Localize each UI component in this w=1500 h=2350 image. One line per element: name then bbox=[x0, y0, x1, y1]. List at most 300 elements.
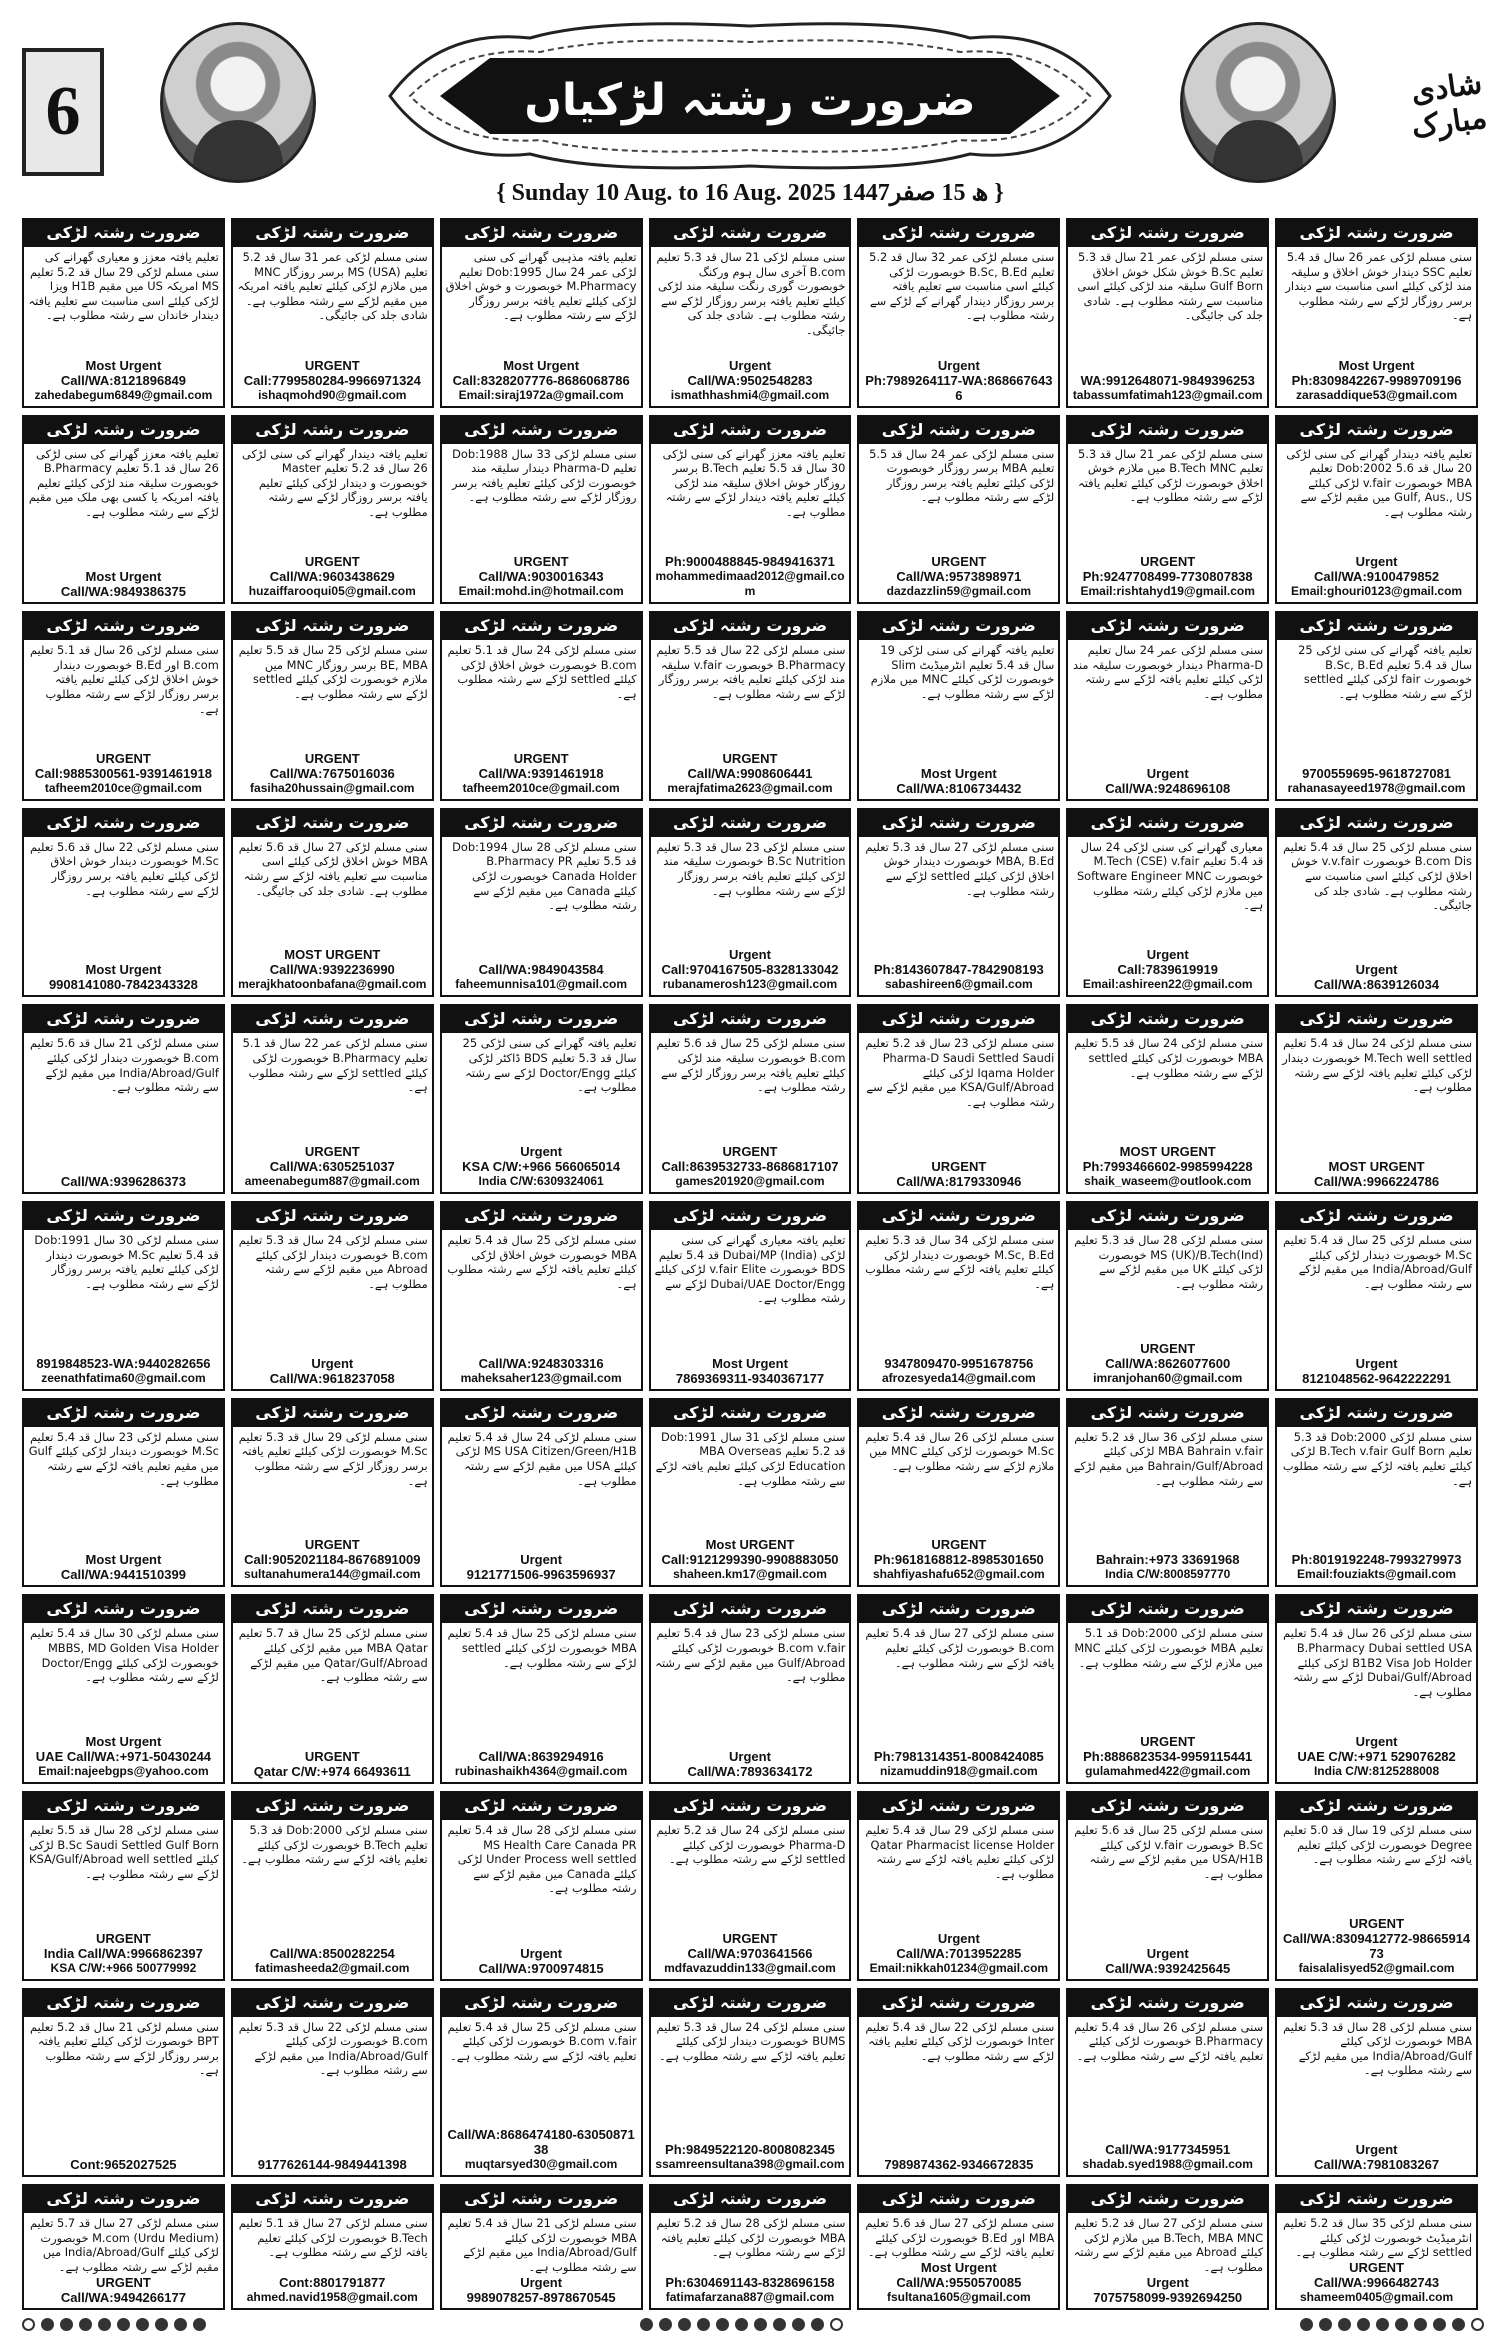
ad-urgency: Most Urgent bbox=[712, 1355, 788, 1371]
ad-box bbox=[857, 808, 1060, 998]
ad-text: سنی مسلم لڑکی 24 سال قد 5.1 تعلیم B.com خوبصورت خوش اخلاق لڑکی کیلئے settled لڑکے سے رشتہ مطلوب ہے۔ bbox=[447, 643, 637, 702]
ad-email: afrozesyeda14@gmail.com bbox=[881, 1370, 1036, 1385]
ad-contact bbox=[233, 1749, 432, 1782]
ad-email: ismathhashmi4@gmail.com bbox=[670, 387, 830, 402]
ad-contact bbox=[1068, 554, 1267, 602]
ad-text: سنی مسلم لڑکی 23 سال قد 5.3 تعلیم B.Sc Nutrition خوبصورت سلیقہ مند لڑکی کیلئے تعلیم یافتہ برسر روزگار لڑکے سے رشتہ مطلوب ہے۔ bbox=[656, 839, 846, 898]
ad-urgency: URGENT bbox=[304, 1144, 360, 1160]
ad-contact bbox=[1277, 1734, 1476, 1782]
ad-urgency: Urgent bbox=[729, 357, 771, 373]
ad-contact bbox=[651, 1749, 850, 1782]
ad-heading: ضرورت رشتہ لڑکی bbox=[651, 1596, 850, 1623]
ad-contact bbox=[859, 358, 1058, 406]
ad-email: zarasaddique53@gmail.com bbox=[1296, 387, 1458, 402]
ad-box bbox=[22, 1398, 225, 1588]
ad-box bbox=[857, 218, 1060, 408]
ad-text: سنی مسلم لڑکی 26 سال قد 5.4 تعلیم B.Pharmacy Dubai settled USA B1B2 Visa Job Holder لڑکی کیلئے Dubai/Gulf/Abroad لڑکے سے رشتہ مطلوب ہے۔ bbox=[1283, 1626, 1472, 1699]
ad-text: سنی مسلم لڑکی 25 سال قد 5.6 تعلیم B.com خوبصورت سلیقہ مند لڑکی کیلئے تعلیم یافتہ برسر روزگار لڑکے سے رشتہ مطلوب ہے۔ bbox=[656, 1036, 846, 1095]
ad-urgency: Most Urgent bbox=[85, 569, 162, 585]
ad-heading: ضرورت رشتہ لڑکی bbox=[442, 810, 641, 837]
ad-urgency: Urgent bbox=[520, 1144, 563, 1160]
ad-contact bbox=[651, 751, 850, 799]
ad-contact bbox=[24, 569, 223, 602]
ad-heading: ضرورت رشتہ لڑکی bbox=[233, 613, 432, 640]
ad-phone: Call:8639532733-8686817107 bbox=[661, 1159, 839, 1175]
ad-text: سنی مسلم لڑکی 28 سال قد 5.4 تعلیم MS Health Care Canada PR Under Process well settled لڑکی کیلئے Canada میں مقیم لڑکے سے رشتہ مطلوب ہے۔ bbox=[447, 1822, 637, 1896]
ad-heading: ضرورت رشتہ لڑکی bbox=[24, 1990, 223, 2017]
ad-heading: ضرورت رشتہ لڑکی bbox=[651, 1990, 850, 2017]
ad-box bbox=[22, 1791, 225, 1981]
ad-contact bbox=[651, 2275, 850, 2308]
ad-phone: Ph:9000488845-9849416371 bbox=[665, 554, 835, 570]
ad-email: rubanamerosh123@gmail.com bbox=[662, 977, 838, 992]
ad-email: Email:fouziakts@gmail.com bbox=[1297, 1567, 1457, 1582]
ad-contact bbox=[651, 554, 850, 602]
ad-phone: Call/WA:9700974815 bbox=[478, 1960, 604, 1976]
ad-contact bbox=[1277, 1916, 1476, 1979]
ad-email: imranjohan60@gmail.com bbox=[1093, 1370, 1243, 1385]
ad-box bbox=[1275, 1004, 1478, 1194]
page-header bbox=[0, 0, 1500, 215]
ad-phone: UAE Call/WA:+971-50430244 bbox=[35, 1748, 212, 1764]
ad-text: سنی مسلم لڑکی 25 سال قد 5.4 تعلیم M.Sc خوبصورت دیندار لڑکی کیلئے India/Abroad/Gulf میں مقیم لڑکے سے رشتہ مطلوب ہے۔ bbox=[1283, 1233, 1472, 1291]
ad-contact bbox=[1068, 766, 1267, 799]
ad-phone: 7989874362-9346672835 bbox=[884, 2157, 1034, 2173]
ad-box bbox=[231, 415, 434, 605]
ad-heading: ضرورت رشتہ لڑکی bbox=[442, 220, 641, 247]
ad-heading: ضرورت رشتہ لڑکی bbox=[1277, 1400, 1476, 1427]
ad-phone: Call/WA:9550570085 bbox=[896, 2275, 1022, 2290]
ad-box bbox=[231, 1398, 434, 1588]
ad-box bbox=[440, 218, 643, 408]
ad-text: سنی مسلم لڑکی عمر 32 سال قد 5.2 تعلیم B.Sc, B.Ed خوبصورت لڑکی کیلئے اسی مناسبت سے تعلیم یافتہ برسر روزگار دیندار گھرانے کے لڑکے سے رشتہ مطلوب ہے۔ bbox=[869, 250, 1055, 323]
ad-contact bbox=[442, 1552, 641, 1585]
ad-email: shahfiyashafu652@gmail.com bbox=[872, 1567, 1045, 1582]
ad-contact bbox=[24, 751, 223, 799]
ad-email: Email:rishtahyd19@gmail.com bbox=[1080, 584, 1255, 599]
ad-text: سنی مسلم لڑکی 25 سال قد 5.7 تعلیم MBA Qatar میں مقیم لڑکی کیلئے Qatar/Gulf/Abroad میں مقیم لڑکے سے رشتہ مطلوب ہے۔ bbox=[238, 1626, 428, 1685]
ad-heading: ضرورت رشتہ لڑکی bbox=[233, 2186, 432, 2213]
ad-box bbox=[440, 808, 643, 998]
ad-text: سنی مسلم لڑکی عمر 21 سال قد 5.3 تعلیم B.Sc خوش شکل خوش اخلاق Gulf Born سلیقہ مند لڑکی کیلئے اسی مناسبت سے رشتہ مطلوب ہے۔ شادی جلد کی جائیگی۔ bbox=[1077, 250, 1264, 323]
ad-phone: Call/WA:8309412772-9866591473 bbox=[1282, 1930, 1471, 1961]
ad-contact bbox=[233, 1946, 432, 1979]
ad-text: سنی مسلم لڑکی 35 سال قد 5.2 تعلیم انٹرمیڈیٹ خوبصورت لڑکی کیلئے settled لڑکے سے رشتہ مطلوب ہے۔ bbox=[1283, 2216, 1472, 2260]
ad-box bbox=[22, 611, 225, 801]
ad-heading: ضرورت رشتہ لڑکی bbox=[442, 1400, 641, 1427]
ad-box bbox=[1066, 808, 1269, 998]
ad-urgency: URGENT bbox=[513, 750, 569, 766]
ad-urgency: URGENT bbox=[304, 1537, 360, 1553]
ad-text: سنی مسلم لڑکی 30 سال Dob:1991 قد 5.4 تعلیم M.Sc خوبصورت دیندار لڑکی کیلئے تعلیم یافتہ برسر روزگار لڑکے سے رشتہ مطلوب ہے۔ bbox=[34, 1233, 219, 1291]
ad-contact bbox=[233, 2275, 432, 2308]
ad-urgency: URGENT bbox=[931, 1537, 987, 1553]
ad-urgency: URGENT bbox=[722, 1144, 778, 1160]
ad-contact bbox=[1277, 1552, 1476, 1585]
ad-heading: ضرورت رشتہ لڑکی bbox=[651, 1793, 850, 1820]
ad-urgency: URGENT bbox=[95, 2275, 151, 2290]
ad-heading: ضرورت رشتہ لڑکی bbox=[859, 1596, 1058, 1623]
ad-contact bbox=[1068, 1946, 1267, 1979]
ad-heading: ضرورت رشتہ لڑکی bbox=[859, 613, 1058, 640]
ad-email: merajkhatoonbafana@gmail.com bbox=[238, 977, 427, 992]
ad-phone: Call/WA:9849043584 bbox=[478, 962, 604, 978]
ad-email: rubinashaikh4364@gmail.com bbox=[454, 1763, 628, 1778]
ad-phone: Call/WA:9603438629 bbox=[269, 569, 395, 585]
ad-box bbox=[649, 218, 852, 408]
ad-box bbox=[857, 1201, 1060, 1391]
ad-heading: ضرورت رشتہ لڑکی bbox=[1068, 2186, 1267, 2213]
ad-text: سنی مسلم لڑکی 22 سال قد 5.6 تعلیم M.Sc خوبصورت دیندار خوش اخلاق لڑکی کیلئے تعلیم یافتہ برسر روزگار لڑکے سے رشتہ مطلوب ہے۔ bbox=[29, 839, 219, 898]
ad-heading: ضرورت رشتہ لڑکی bbox=[24, 2186, 223, 2213]
ad-contact bbox=[1277, 1356, 1476, 1389]
ad-email: zeenathfatima60@gmail.com bbox=[41, 1370, 206, 1385]
ad-email: muqtarsyed30@gmail.com bbox=[464, 2157, 618, 2172]
ad-text: سنی مسلم لڑکی 24 سال قد 5.3 تعلیم B.com خوبصورت دیندار لڑکی کیلئے Abroad میں مقیم لڑکے سے رشتہ مطلوب ہے۔ bbox=[238, 1233, 428, 1291]
ad-phone: Ph:8143607847-7842908193 bbox=[873, 962, 1044, 978]
ad-contact bbox=[1277, 2142, 1476, 2175]
ad-heading: ضرورت رشتہ لڑکی bbox=[24, 613, 223, 640]
ad-phone: Ph:8886823534-9959115441 bbox=[1083, 1748, 1253, 1764]
ad-text: سنی مسلم لڑکی 26 سال قد 5.4 تعلیم B.Pharmacy خوبصورت لڑکی کیلئے تعلیم یافتہ لڑکے سے رشتہ مطلوب ہے۔ bbox=[1074, 2019, 1264, 2063]
ad-phone: Call/WA:9396286373 bbox=[60, 1174, 186, 1190]
ad-text: سنی مسلم لڑکی 27 سال قد 5.6 تعلیم MBA اور B.Ed خوبصورت لڑکی کیلئے تعلیم یافتہ لڑکے سے رشتہ مطلوب ہے۔ bbox=[865, 2216, 1055, 2260]
ad-contact bbox=[442, 2275, 641, 2308]
ad-text: تعلیم یافتہ دیندار گھرانے کی سنی لڑکی 20 سال قد 5.6 Dob:2002 تعلیم MBA خوبصورت v.fair لڑکی کیلئے Gulf, Aus., US میں مقیم لڑکے سے رشتہ مطلوب ہے۔ bbox=[1286, 446, 1472, 519]
ad-heading: ضرورت رشتہ لڑکی bbox=[859, 1990, 1058, 2017]
ad-box bbox=[1275, 1201, 1478, 1391]
ad-box bbox=[1275, 808, 1478, 998]
ad-email: India C/W:6309324061 bbox=[478, 1174, 604, 1189]
ad-box bbox=[440, 1398, 643, 1588]
ad-urgency: Urgent bbox=[311, 1355, 354, 1371]
ad-text: سنی مسلم لڑکی 24 سال قد 5.4 تعلیم M.Tech well settled خوبصورت دیندار لڑکی کیلئے تعلیم یافتہ لڑکے سے رشتہ مطلوب ہے۔ bbox=[1282, 1036, 1472, 1095]
ad-box bbox=[1275, 1791, 1478, 1981]
ad-box bbox=[1066, 415, 1269, 605]
ad-text: سنی مسلم لڑکی 24 سال قد 5.2 تعلیم Pharma-D خوبصورت لڑکی کیلئے settled لڑکے سے رشتہ مطلوب ہے۔ bbox=[656, 1822, 846, 1867]
ad-text: سنی مسلم لڑکی 28 سال قد 5.3 تعلیم MBA خوبصورت لڑکی کیلئے India/Abroad/Gulf میں مقیم لڑکے سے رشتہ مطلوب ہے۔ bbox=[1283, 2019, 1472, 2078]
ad-box bbox=[1275, 1594, 1478, 1784]
ad-box bbox=[857, 1398, 1060, 1588]
ad-phone: 8919848523-WA:9440282656 bbox=[36, 1355, 211, 1371]
ad-phone: Call:7799580284-9966971324 bbox=[243, 372, 421, 388]
ad-box bbox=[1275, 415, 1478, 605]
ad-phone: Call/WA:7981083267 bbox=[1314, 2157, 1440, 2173]
ad-box bbox=[440, 611, 643, 801]
ad-heading: ضرورت رشتہ لڑکی bbox=[1068, 810, 1267, 837]
ad-phone: Call/WA:7013952285 bbox=[896, 1945, 1022, 1961]
ad-email: India C/W:8125288008 bbox=[1313, 1763, 1440, 1778]
ad-heading: ضرورت رشتہ لڑکی bbox=[859, 2186, 1058, 2213]
ad-text: سنی مسلم لڑکی 25 سال قد 5.4 تعلیم B.com Dis خوبصورت v.v.fair خوش اخلاق لڑکی کیلئے اسی مناسبت سے رشتہ مطلوب ہے۔ شادی جلد کی جائیگی۔ bbox=[1283, 839, 1472, 913]
ad-email: fatimafarzana887@gmail.com bbox=[665, 2290, 835, 2304]
ad-urgency: Urgent bbox=[520, 2275, 563, 2290]
ad-text: سنی مسلم لڑکی 24 سال قد 5.3 تعلیم BUMS خوبصورت دیندار لڑکی کیلئے تعلیم یافتہ لڑکے سے رشتہ مطلوب ہے۔ bbox=[656, 2019, 846, 2063]
ad-heading: ضرورت رشتہ لڑکی bbox=[651, 220, 850, 247]
ad-urgency: Urgent bbox=[1355, 1355, 1398, 1371]
ad-box bbox=[231, 1004, 434, 1194]
ad-heading: ضرورت رشتہ لڑکی bbox=[859, 810, 1058, 837]
ad-urgency: Most Urgent bbox=[85, 357, 162, 373]
ad-box bbox=[649, 611, 852, 801]
ad-phone: 9700559695-9618727081 bbox=[1302, 765, 1452, 781]
ad-phone: Call/WA:9100479852 bbox=[1314, 569, 1440, 585]
ad-heading: ضرورت رشتہ لڑکی bbox=[651, 1400, 850, 1427]
ad-box bbox=[857, 1004, 1060, 1194]
ad-box bbox=[1066, 1988, 1269, 2178]
ad-heading: ضرورت رشتہ لڑکی bbox=[442, 417, 641, 444]
ad-text: تعلیم یافتہ معزز گھرانے کی سنی لڑکی 26 سال قد 5.1 تعلیم B.Pharmacy خوبصورت سلیقہ مند لڑکی کیلئے تعلیم یافتہ امریکہ یا کسی بھی ملک میں مقیم لڑکے سے رشتہ مطلوب ہے۔ bbox=[28, 446, 219, 519]
ad-email: tafheem2010ce@gmail.com bbox=[462, 780, 620, 795]
ad-phone: Call/WA:9030016343 bbox=[478, 569, 604, 585]
ad-heading: ضرورت رشتہ لڑکی bbox=[859, 1400, 1058, 1427]
ad-contact bbox=[1068, 1734, 1267, 1782]
ad-phone: Cont:8801791877 bbox=[279, 2275, 386, 2290]
ad-contact bbox=[651, 1537, 850, 1585]
ad-contact bbox=[442, 554, 641, 602]
ad-box bbox=[22, 1988, 225, 2178]
ad-contact bbox=[1068, 2142, 1267, 2175]
ad-phone: Ph:9618168812-8985301650 bbox=[873, 1552, 1044, 1568]
ad-contact bbox=[442, 751, 641, 799]
ad-email: Email:nikkah01234@gmail.com bbox=[869, 1960, 1049, 1975]
ad-heading: ضرورت رشتہ لڑکی bbox=[651, 1203, 850, 1230]
ad-box bbox=[231, 218, 434, 408]
ad-contact bbox=[24, 1174, 223, 1192]
ad-email: shaheen.km17@gmail.com bbox=[673, 1567, 827, 1582]
ad-heading: ضرورت رشتہ لڑکی bbox=[233, 810, 432, 837]
ad-heading: ضرورت رشتہ لڑکی bbox=[24, 1793, 223, 1820]
ad-heading: ضرورت رشتہ لڑکی bbox=[24, 417, 223, 444]
ad-urgency: Most Urgent bbox=[1338, 357, 1415, 373]
ad-urgency: URGENT bbox=[722, 1930, 778, 1946]
brand-logo: شادی مبارک bbox=[1409, 65, 1490, 146]
ad-heading: ضرورت رشتہ لڑکی bbox=[24, 1203, 223, 1230]
ad-urgency: Most Urgent bbox=[920, 2260, 997, 2275]
ad-contact bbox=[442, 1144, 641, 1192]
ad-urgency: MOST URGENT bbox=[1119, 1144, 1216, 1160]
ad-text: تعلیم یافتہ گھرانے کی سنی لڑکی 25 سال قد 5.4 تعلیم B.Sc, B.Ed خوبصورت fair لڑکی کیلئے settled لڑکے سے رشتہ مطلوب ہے۔ bbox=[1298, 643, 1472, 702]
ad-contact bbox=[442, 1749, 641, 1782]
ad-heading: ضرورت رشتہ لڑکی bbox=[1068, 1990, 1267, 2017]
ad-heading: ضرورت رشتہ لڑکی bbox=[442, 1793, 641, 1820]
ad-phone: Call/WA:9177345951 bbox=[1105, 2142, 1231, 2158]
footer-dots-right bbox=[1300, 2318, 1484, 2331]
ad-contact bbox=[24, 2275, 223, 2308]
ad-phone: Call/WA:9248303316 bbox=[478, 1355, 604, 1371]
ad-box bbox=[857, 1791, 1060, 1981]
ad-urgency: URGENT bbox=[1349, 1915, 1405, 1931]
ad-email: mohammedimaad2012@gmail.com bbox=[655, 569, 845, 599]
ad-contact bbox=[651, 1931, 850, 1979]
ad-phone: Call/WA:8686474180-6305087138 bbox=[447, 2127, 635, 2158]
ad-contact bbox=[1068, 1552, 1267, 1585]
ad-box bbox=[22, 808, 225, 998]
ad-contact bbox=[651, 1144, 850, 1192]
ad-heading: ضرورت رشتہ لڑکی bbox=[1068, 1596, 1267, 1623]
ad-contact bbox=[442, 2127, 641, 2175]
ad-contact bbox=[859, 962, 1058, 995]
ad-heading: ضرورت رشتہ لڑکی bbox=[233, 220, 432, 247]
ad-box bbox=[649, 1398, 852, 1588]
ad-box bbox=[857, 1988, 1060, 2178]
ad-box bbox=[1066, 1594, 1269, 1784]
ad-phone: Ph:6304691143-8328696158 bbox=[665, 2275, 835, 2290]
ad-urgency: URGENT bbox=[1140, 554, 1196, 570]
ad-text: سنی مسلم لڑکی 25 سال قد 5.4 تعلیم MBA خوبصورت لڑکی کیلئے settled لڑکے سے رشتہ مطلوب ہے۔ bbox=[447, 1626, 637, 1670]
ad-box bbox=[1275, 218, 1478, 408]
ad-heading: ضرورت رشتہ لڑکی bbox=[1068, 1203, 1267, 1230]
ad-contact bbox=[233, 1144, 432, 1192]
ad-heading: ضرورت رشتہ لڑکی bbox=[24, 220, 223, 247]
ad-box bbox=[231, 1988, 434, 2178]
ad-contact bbox=[442, 1946, 641, 1979]
ad-phone: 9177626144-9849441398 bbox=[257, 2157, 407, 2173]
ad-heading: ضرورت رشتہ لڑکی bbox=[1277, 1596, 1476, 1623]
ad-phone: Call/WA:9966224786 bbox=[1314, 1174, 1440, 1190]
ad-email: mdfavazuddin133@gmail.com bbox=[664, 1960, 836, 1975]
ad-text: سنی مسلم لڑکی 27 سال قد 5.7 تعلیم M.com (Urdu Medium) خوبصورت لڑکی کیلئے India/Abroad/Gulf میں مقیم لڑکے سے رشتہ مطلوب ہے۔ bbox=[29, 2216, 219, 2274]
ad-contact bbox=[1068, 1341, 1267, 1389]
ad-heading: ضرورت رشتہ لڑکی bbox=[651, 1006, 850, 1033]
ad-urgency: URGENT bbox=[304, 1748, 360, 1764]
ad-phone: WA:9912648071-9849396253 bbox=[1080, 372, 1255, 388]
ad-heading: ضرورت رشتہ لڑکی bbox=[442, 1006, 641, 1033]
ad-box bbox=[231, 1594, 434, 1784]
ad-text: سنی مسلم لڑکی 26 سال قد 5.4 تعلیم M.Sc خوبصورت لڑکی کیلئے MNC میں ملازم لڑکے سے رشتہ مطلوب ہے۔ bbox=[865, 1429, 1055, 1473]
ad-text: سنی مسلم لڑکی 25 سال قد 5.5 تعلیم BE, MBA برسر روزگار MNC میں ملازم خوبصورت لڑکی کیلئے settled لڑکے سے رشتہ مطلوب ہے۔ bbox=[238, 643, 428, 702]
ad-phone: Call:7839619919 bbox=[1117, 962, 1218, 978]
ad-urgency: URGENT bbox=[1349, 2260, 1405, 2275]
ad-text: سنی مسلم لڑکی 22 سال قد 5.5 تعلیم B.Pharmacy خوبصورت v.fair سلیقہ مند لڑکی کیلئے تعلیم یافتہ برسر روزگار لڑکے سے رشتہ مطلوب ہے۔ bbox=[656, 643, 846, 702]
ad-heading: ضرورت رشتہ لڑکی bbox=[651, 613, 850, 640]
ad-heading: ضرورت رشتہ لڑکی bbox=[859, 1006, 1058, 1033]
ad-phone: UAE C/W:+971 529076282 bbox=[1297, 1748, 1456, 1764]
ad-contact bbox=[651, 358, 850, 406]
ad-text: سنی مسلم لڑکی Dob:2000 قد 5.1 تعلیم MBA خوبصورت لڑکی کیلئے MNC میں ملازم لڑکے سے رشتہ مطلوب ہے۔ bbox=[1074, 1626, 1264, 1670]
ad-phone: Call/WA:8121896849 bbox=[60, 372, 186, 388]
ad-contact bbox=[651, 947, 850, 995]
ad-text: سنی مسلم لڑکی 23 سال قد 5.4 تعلیم B.com v.fair خوبصورت لڑکی کیلئے Gulf/Abroad میں مقیم لڑکے سے رشتہ مطلوب ہے۔ bbox=[655, 1626, 846, 1685]
ad-phone: Call/WA:9966482743 bbox=[1314, 2275, 1440, 2290]
ad-box bbox=[649, 415, 852, 605]
ad-heading: ضرورت رشتہ لڑکی bbox=[1068, 1793, 1267, 1820]
ad-contact bbox=[233, 358, 432, 406]
ad-box bbox=[440, 1594, 643, 1784]
ad-contact bbox=[1068, 373, 1267, 406]
ad-email: gulamahmed422@gmail.com bbox=[1085, 1763, 1251, 1778]
ad-phone: Call/WA:9618237058 bbox=[269, 1370, 395, 1386]
ad-urgency: Urgent bbox=[1355, 554, 1398, 570]
ad-box bbox=[231, 1201, 434, 1391]
ad-contact bbox=[1277, 1159, 1476, 1192]
ad-text: سنی مسلم لڑکی عمر 21 سال قد 5.3 تعلیم B.Tech MNC میں ملازم خوش اخلاق خوبصورت لڑکی کیلئے تعلیم یافتہ لڑکے سے رشتہ مطلوب ہے۔ bbox=[1078, 446, 1264, 505]
ad-email: ameenabegum887@gmail.com bbox=[244, 1174, 420, 1189]
ad-phone: Call/WA:9703641566 bbox=[687, 1945, 813, 1961]
ad-text: سنی مسلم لڑکی Dob:2000 قد 5.3 تعلیم B.Tech v.fair Gulf Born لڑکی کیلئے تعلیم یافتہ لڑکے سے رشتہ مطلوب ہے۔ bbox=[1282, 1429, 1472, 1488]
ad-email: huzaiffarooqui05@gmail.com bbox=[248, 584, 416, 599]
ad-box bbox=[649, 1594, 852, 1784]
ad-heading: ضرورت رشتہ لڑکی bbox=[1277, 2186, 1476, 2213]
ad-phone: 7075758099-9392694250 bbox=[1093, 2290, 1243, 2305]
ad-email: shameem0405@gmail.com bbox=[1300, 2290, 1454, 2304]
ad-phone: Call/WA:9573898971 bbox=[896, 569, 1022, 585]
ad-email: maheksaher123@gmail.com bbox=[460, 1370, 622, 1385]
ad-heading: ضرورت رشتہ لڑکی bbox=[233, 1006, 432, 1033]
ad-urgency: URGENT bbox=[1140, 1340, 1196, 1356]
ad-email: dazdazzlin59@gmail.com bbox=[886, 584, 1032, 599]
ad-contact bbox=[233, 1356, 432, 1389]
ad-contact bbox=[859, 554, 1058, 602]
ad-contact bbox=[651, 2142, 850, 2175]
ad-urgency: URGENT bbox=[722, 750, 778, 766]
ad-box bbox=[231, 2184, 434, 2310]
ad-contact bbox=[1277, 554, 1476, 602]
ad-box bbox=[857, 415, 1060, 605]
ad-contact bbox=[1277, 2260, 1476, 2308]
ad-box bbox=[440, 1988, 643, 2178]
ad-heading: ضرورت رشتہ لڑکی bbox=[1068, 1006, 1267, 1033]
ad-heading: ضرورت رشتہ لڑکی bbox=[651, 2186, 850, 2213]
ad-text: سنی مسلم لڑکی 30 سال قد 5.4 تعلیم MBBS, MD Golden Visa Holder خوبصورت لڑکی کیلئے Doctor/Engg لڑکے سے رشتہ مطلوب ہے۔ bbox=[29, 1626, 219, 1685]
ad-urgency: Urgent bbox=[1146, 1945, 1189, 1961]
ad-urgency: Urgent bbox=[937, 1930, 980, 1946]
ad-heading: ضرورت رشتہ لڑکی bbox=[1277, 1203, 1476, 1230]
ad-heading: ضرورت رشتہ لڑکی bbox=[651, 810, 850, 837]
ad-phone: Ph:7989264117-WA:8686676436 bbox=[865, 372, 1053, 403]
ad-heading: ضرورت رشتہ لڑکی bbox=[24, 1596, 223, 1623]
ad-phone: Call/WA:9248696108 bbox=[1105, 780, 1231, 796]
ad-text: سنی مسلم لڑکی 28 سال Dob:1994 قد 5.5 تعلیم B.Pharmacy PR Canada Holder خوبصورت لڑکی کیلئے Canada میں مقیم لڑکے سے رشتہ مطلوب ہے۔ bbox=[452, 839, 637, 913]
ad-phone: Call/WA:8500282254 bbox=[269, 1945, 395, 1961]
ad-contact bbox=[1068, 2275, 1267, 2308]
ad-urgency: Urgent bbox=[937, 357, 980, 373]
ad-text: معیاری گھرانے کی سنی لڑکی 24 سال قد 5.4 تعلیم M.Tech (CSE) v.fair خوبصورت Software Engineer MNC میں ملازم لڑکی کیلئے رشتہ مطلوب ہے۔ bbox=[1076, 839, 1264, 913]
ad-heading: ضرورت رشتہ لڑکی bbox=[1277, 810, 1476, 837]
ad-phone: Call/WA:9494266177 bbox=[60, 2290, 186, 2305]
ad-box bbox=[231, 808, 434, 998]
ad-text: سنی مسلم لڑکی 36 سال قد 5.2 تعلیم MBA Bahrain v.fair لڑکی کیلئے Bahrain/Gulf/Abroad میں مقیم لڑکے سے رشتہ مطلوب ہے۔ bbox=[1073, 1429, 1264, 1488]
ad-contact bbox=[24, 358, 223, 406]
ad-phone: Bahrain:+973 33691968 bbox=[1095, 1552, 1240, 1568]
ad-phone: Call:9121299390-9908883050 bbox=[661, 1552, 839, 1568]
ad-phone: KSA C/W:+966 566065014 bbox=[462, 1159, 621, 1175]
ad-box bbox=[857, 2184, 1060, 2310]
ad-phone: India Call/WA:9966862397 bbox=[43, 1945, 203, 1961]
ad-heading: ضرورت رشتہ لڑکی bbox=[233, 1596, 432, 1623]
ad-contact bbox=[24, 962, 223, 995]
ad-text: سنی مسلم لڑکی 26 سال قد 5.1 تعلیم B.com اور B.Ed خوبصورت دیندار خوش اخلاق لڑکی کیلئے تعلیم یافتہ برسر روزگار لڑکے سے رشتہ مطلوب ہے۔ bbox=[29, 643, 219, 716]
ad-box bbox=[1275, 1398, 1478, 1588]
ad-phone: Call/WA:6305251037 bbox=[269, 1159, 395, 1175]
ad-email: shaik_waseem@outlook.com bbox=[1084, 1174, 1252, 1189]
ad-text: سنی مسلم لڑکی 28 سال قد 5.2 تعلیم MBA خوبصورت لڑکی کیلئے تعلیم یافتہ لڑکے سے رشتہ مطلوب ہے۔ bbox=[656, 2216, 846, 2260]
ad-email: Email:ashireen22@gmail.com bbox=[1082, 977, 1253, 992]
ad-box bbox=[440, 1201, 643, 1391]
ad-box bbox=[440, 1004, 643, 1194]
ad-email: sultanahumera144@gmail.com bbox=[244, 1567, 421, 1582]
ad-contact bbox=[24, 1931, 223, 1979]
ad-phone: Call:9052021184-8676891009 bbox=[244, 1552, 421, 1568]
ad-contact bbox=[1277, 358, 1476, 406]
ad-email: ssamreensultana398@gmail.com bbox=[655, 2157, 845, 2172]
ad-text: سنی مسلم لڑکی 22 سال قد 5.3 تعلیم B.com خوبصورت لڑکی کیلئے India/Abroad/Gulf میں مقیم لڑکے سے رشتہ مطلوب ہے۔ bbox=[238, 2019, 428, 2078]
ad-urgency: URGENT bbox=[304, 554, 360, 570]
ad-text: سنی مسلم لڑکی 25 سال قد 5.6 تعلیم B.Sc خوبصورت v.fair لڑکی کیلئے USA/H1B میں مقیم لڑکے سے رشتہ مطلوب ہے۔ bbox=[1074, 1822, 1264, 1881]
ad-email: games201920@gmail.com bbox=[675, 1174, 825, 1189]
ad-heading: ضرورت رشتہ لڑکی bbox=[442, 1203, 641, 1230]
ad-email: Email:siraj1972a@gmail.com bbox=[458, 387, 624, 402]
